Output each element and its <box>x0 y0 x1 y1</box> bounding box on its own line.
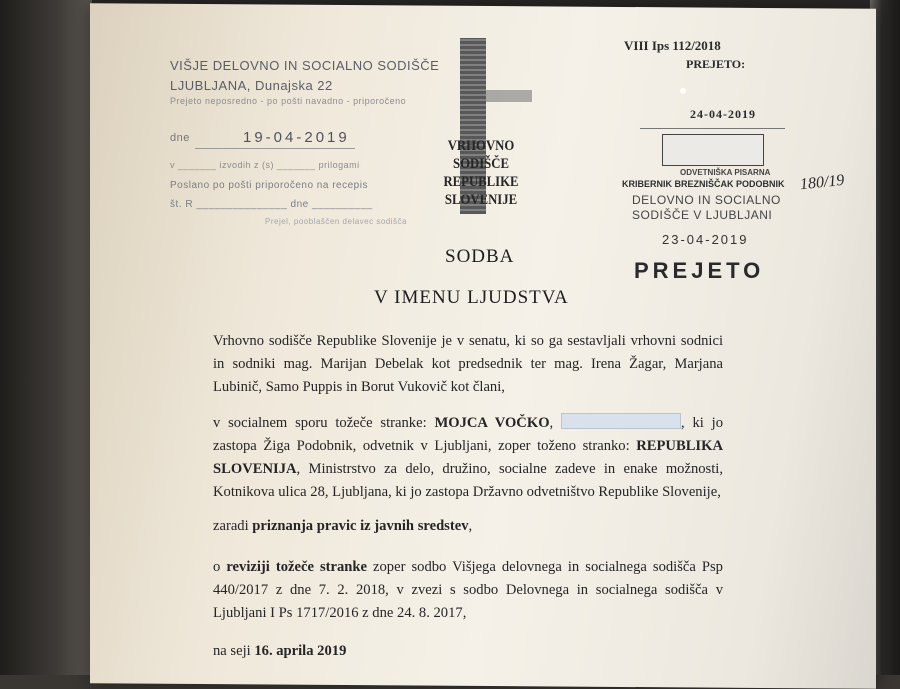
header-date-underline <box>195 148 355 149</box>
header-enclosure-row: v _______ izvodih z (s) _______ prilogami <box>170 160 360 170</box>
redacted-address <box>561 413 681 429</box>
header-delivery-note: Prejeto neposredno - po pošti navadno - priporočeno <box>170 96 407 106</box>
desk-background-left <box>0 0 92 675</box>
header-court-name: VIŠJE DELOVNO IN SOCIALNO SODIŠČE <box>170 58 440 73</box>
plaintiff-name: MOJCA VOČKO <box>434 415 550 431</box>
revision-suffix: zoper sodbo Višjega delovnega in socialnega sodišča Psp 440/2017 z dne 7. 2. 2018, v zvezi s sodbo Delovnega in socialnega sodišča v Ljubljani I Ps 1717/2016 z dne 24. 8. 2017, <box>213 559 723 621</box>
header-signature-note: Prejel, pooblaščen delavec sodišča <box>265 217 407 226</box>
document-subtitle: V IMENU LJUDSTVA <box>374 287 569 308</box>
session-date: 16. aprila 2019 <box>254 643 347 659</box>
subject-prefix: zaradi <box>213 518 253 534</box>
emblem-shield <box>486 90 532 102</box>
labour-court-date: 23-04-2019 <box>662 232 749 247</box>
paragraph-session <box>213 640 723 663</box>
supreme-court-name <box>419 137 543 209</box>
handwritten-register-number: 180/19 <box>799 171 846 194</box>
redacted-box <box>662 134 764 166</box>
parties-suffix: , Ministrstvo za delo, družino, socialne zadeve in enake možnosti, Kotnikova ulica 28, Ljubljana, ki jo zastopa Državno odvetništvo Republike Slovenije, <box>213 461 723 500</box>
paragraph-senate: Vrhovno sodišče Republike Slovenije je v senatu, ki so ga sestavljali vrhovni sodnici in sodniki mag. Marijan Debelak kot predsednik ter mag. Irena Žagar, Marjana Lubinič, Samo Puppis in Borut Vukovič kot člani, <box>213 333 723 395</box>
subject-suffix: , <box>468 518 473 534</box>
labour-court-line1: DELOVNO IN SOCIALNO <box>632 193 781 207</box>
received-stamp-large: PREJETO <box>634 258 765 283</box>
paragraph-parties: v socialnem sporu tožeče stranke: MOJCA VOČKO, , ki jo zastopa Žiga Podobnik, odvetnik v Ljubljani, zoper toženo stranko: REPUBLIKA SLOVENIJA, Ministrstvo za delo, družino, socialne zadeve in enake možnosti, Kotnikova ulica 28, Ljubljana, ki jo zastopa Državno odvetništvo Republike Slovenije, <box>213 415 724 500</box>
paragraph-revision <box>213 556 723 625</box>
document-title: SODBA <box>445 246 515 267</box>
parties-mid: , ki jo zastopa Žiga Podobnik, odvetnik v Ljubljani, zoper toženo stranko: <box>213 415 724 454</box>
defendant-name: REPUBLIKA SLOVENIJA <box>213 438 723 477</box>
revision-bold: reviziji tožeče stranke <box>226 559 367 575</box>
session-prefix: na seji <box>213 643 255 659</box>
revision-prefix: o <box>213 559 227 575</box>
received-stamp-small: PREJETO: <box>686 57 746 71</box>
case-number: VIII Ips 112/2018 <box>624 38 721 53</box>
header-date-value: 19-04-2019 <box>243 129 350 146</box>
labour-court-line2: SODIŠČE V LJUBLJANI <box>632 208 773 222</box>
supreme-court-line2: REPUBLIKE SLOVENIJE <box>443 174 519 208</box>
subject-bold: priznanja pravic iz javnih sredstev <box>252 518 469 534</box>
stamp-divider <box>640 128 785 129</box>
law-office-label: ODVETNIŠKA PISARNA <box>680 168 771 177</box>
header-court-address: LJUBLJANA, Dunajska 22 <box>170 78 333 93</box>
labour-court-stamp <box>632 193 781 223</box>
law-office-name: KRIBERNIK BREZNIŠČAK PODOBNIK <box>622 179 785 189</box>
light-glare <box>680 88 686 94</box>
header-post-note: Poslano po pošti priporočeno na recepis <box>170 180 368 191</box>
supreme-court-line1: VRHOVNO SODIŠČE <box>447 138 515 172</box>
paragraph-subject <box>213 515 723 538</box>
header-date-label: dne <box>170 132 190 144</box>
received-date: 24-04-2019 <box>690 107 756 121</box>
header-st-row: št. R _______________ dne __________ <box>170 199 373 210</box>
parties-prefix: v socialnem sporu tožeče stranke: <box>213 415 435 431</box>
